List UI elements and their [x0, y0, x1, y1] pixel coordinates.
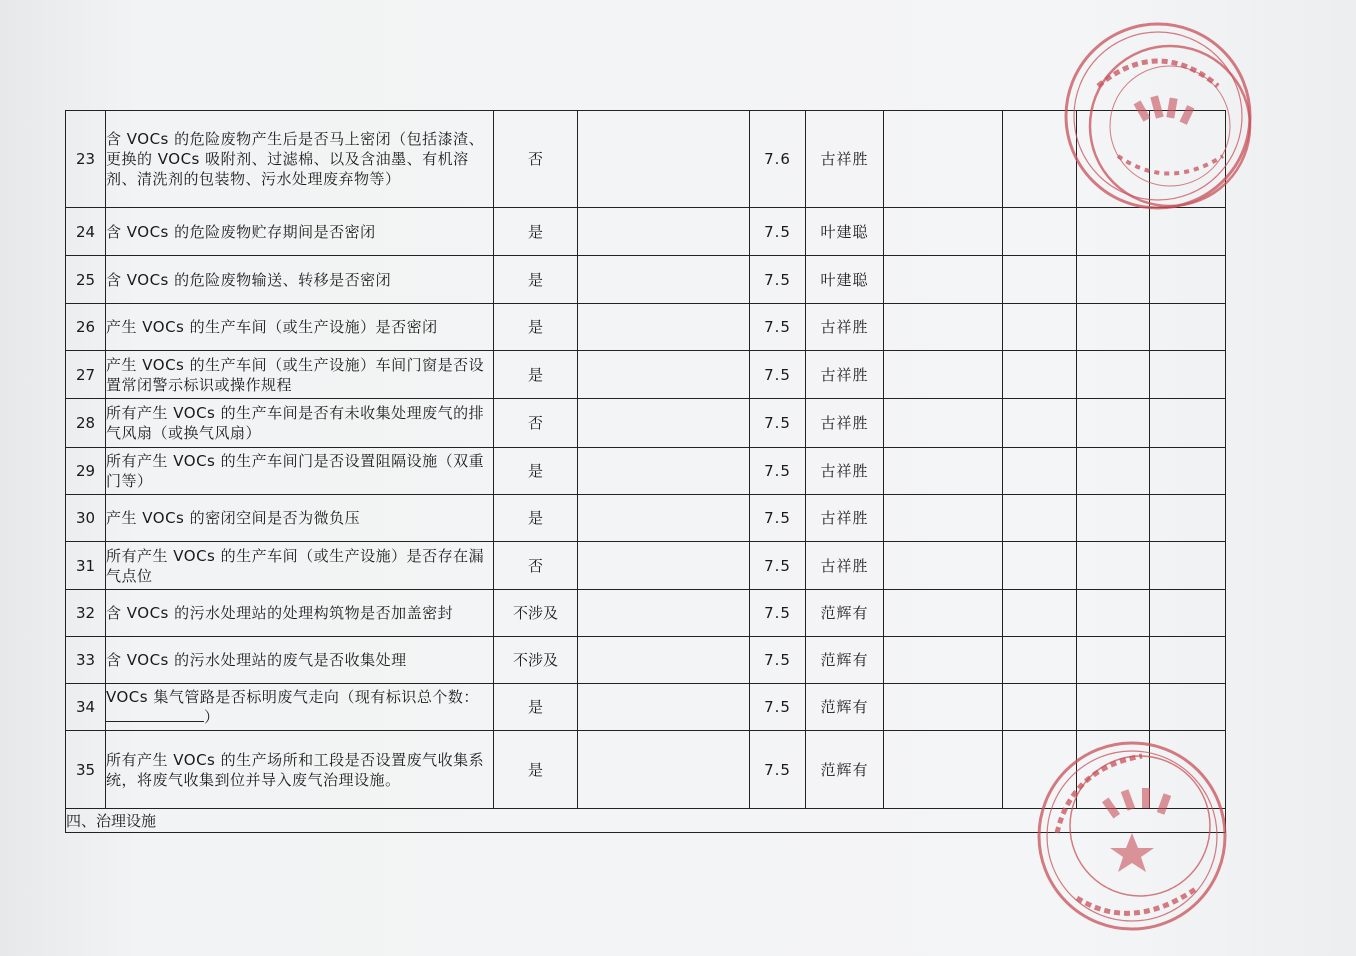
responsible-person: 古祥胜: [806, 304, 884, 351]
check-item-text: VOCs 集气管路是否标明废气走向（现有标识总个数：: [106, 688, 479, 706]
blank-cell: [884, 304, 1003, 351]
check-item: 产生 VOCs 的密闭空间是否为微负压: [106, 495, 494, 542]
blank-cell: [578, 542, 750, 590]
check-item: 含 VOCs 的危险废物贮存期间是否密闭: [106, 208, 494, 256]
check-item: 产生 VOCs 的生产车间（或生产设施）车间门窗是否设置常闭警示标识或操作规程: [106, 351, 494, 399]
blank-cell: [578, 448, 750, 495]
clause-number: 7.5: [750, 590, 806, 637]
check-result: 否: [494, 399, 578, 448]
check-result: 是: [494, 684, 578, 731]
company-seal-top: [1058, 16, 1258, 216]
check-result: 否: [494, 111, 578, 208]
blank-cell: [884, 731, 1003, 809]
clause-number: 7.5: [750, 684, 806, 731]
blank-cell: [884, 208, 1003, 256]
row-number: 35: [66, 731, 106, 809]
blank-cell: [578, 637, 750, 684]
blank-cell: [1077, 448, 1150, 495]
responsible-person: 范辉有: [806, 731, 884, 809]
check-result: 是: [494, 304, 578, 351]
blank-cell: [578, 495, 750, 542]
check-item: [106, 684, 494, 731]
blank-cell: [1150, 495, 1226, 542]
clause-number: 7.5: [750, 399, 806, 448]
company-seal-bottom: [1032, 738, 1232, 934]
table-row: [66, 351, 1226, 399]
blank-cell: [1150, 256, 1226, 304]
blank-cell: [1150, 399, 1226, 448]
table-row: [66, 637, 1226, 684]
check-item: 含 VOCs 的污水处理站的处理构筑物是否加盖密封: [106, 590, 494, 637]
check-result: 是: [494, 448, 578, 495]
clause-number: 7.5: [750, 495, 806, 542]
check-result: 是: [494, 208, 578, 256]
blank-cell: [884, 495, 1003, 542]
blank-cell: [1077, 495, 1150, 542]
clause-number: 7.5: [750, 351, 806, 399]
table-row: [66, 542, 1226, 590]
responsible-person: 古祥胜: [806, 495, 884, 542]
blank-cell: [884, 399, 1003, 448]
responsible-person: 古祥胜: [806, 351, 884, 399]
blank-cell: [578, 304, 750, 351]
row-number: 23: [66, 111, 106, 208]
inspection-table: [65, 110, 1226, 833]
row-number: 34: [66, 684, 106, 731]
table-row: [66, 208, 1226, 256]
blank-cell: [1150, 684, 1226, 731]
blank-cell: [1077, 304, 1150, 351]
blank-cell: [578, 111, 750, 208]
responsible-person: 古祥胜: [806, 448, 884, 495]
row-number: 25: [66, 256, 106, 304]
table-row: [66, 304, 1226, 351]
clause-number: 7.5: [750, 542, 806, 590]
check-item-text-end: ）: [204, 708, 220, 726]
responsible-person: 古祥胜: [806, 542, 884, 590]
blank-cell: [1003, 637, 1077, 684]
blank-cell: [1077, 256, 1150, 304]
blank-cell: [884, 111, 1003, 208]
check-result: 不涉及: [494, 590, 578, 637]
row-number: 30: [66, 495, 106, 542]
clause-number: 7.5: [750, 448, 806, 495]
table-row: [66, 399, 1226, 448]
blank-cell: [578, 351, 750, 399]
table-row: [66, 590, 1226, 637]
check-result: 是: [494, 351, 578, 399]
section-heading: 四、治理设施: [66, 809, 1226, 833]
blank-cell: [1003, 448, 1077, 495]
row-number: 28: [66, 399, 106, 448]
responsible-person: 古祥胜: [806, 399, 884, 448]
row-number: 32: [66, 590, 106, 637]
check-item: 所有产生 VOCs 的生产车间（或生产设施）是否存在漏气点位: [106, 542, 494, 590]
table-row: [66, 495, 1226, 542]
clause-number: 7.5: [750, 304, 806, 351]
clause-number: 7.5: [750, 731, 806, 809]
blank-cell: [1150, 542, 1226, 590]
blank-cell: [1003, 304, 1077, 351]
fill-in-blank[interactable]: [106, 707, 204, 722]
responsible-person: 范辉有: [806, 590, 884, 637]
row-number: 33: [66, 637, 106, 684]
blank-cell: [578, 684, 750, 731]
blank-cell: [1077, 590, 1150, 637]
blank-cell: [1077, 684, 1150, 731]
responsible-person: 叶建聪: [806, 208, 884, 256]
blank-cell: [884, 256, 1003, 304]
check-result: 不涉及: [494, 637, 578, 684]
blank-cell: [1003, 351, 1077, 399]
blank-cell: [1150, 448, 1226, 495]
responsible-person: 范辉有: [806, 637, 884, 684]
blank-cell: [1003, 590, 1077, 637]
blank-cell: [1003, 542, 1077, 590]
clause-number: 7.5: [750, 256, 806, 304]
blank-cell: [1003, 495, 1077, 542]
blank-cell: [578, 731, 750, 809]
clause-number: 7.6: [750, 111, 806, 208]
table-row: [66, 684, 1226, 731]
blank-cell: [1077, 542, 1150, 590]
check-result: 是: [494, 731, 578, 809]
blank-cell: [1003, 399, 1077, 448]
responsible-person: 古祥胜: [806, 111, 884, 208]
clause-number: 7.5: [750, 637, 806, 684]
blank-cell: [884, 590, 1003, 637]
blank-cell: [1003, 256, 1077, 304]
check-item: 产生 VOCs 的生产车间（或生产设施）是否密闭: [106, 304, 494, 351]
table-row: [66, 256, 1226, 304]
blank-cell: [1150, 590, 1226, 637]
blank-cell: [578, 256, 750, 304]
check-item: 含 VOCs 的危险废物产生后是否马上密闭（包括漆渣、更换的 VOCs 吸附剂、过滤棉、以及含油墨、有机溶剂、清洗剂的包装物、污水处理废弃物等）: [106, 111, 494, 208]
check-item: 含 VOCs 的危险废物输送、转移是否密闭: [106, 256, 494, 304]
blank-cell: [884, 684, 1003, 731]
blank-cell: [884, 351, 1003, 399]
check-item: 含 VOCs 的污水处理站的废气是否收集处理: [106, 637, 494, 684]
blank-cell: [884, 542, 1003, 590]
blank-cell: [884, 637, 1003, 684]
responsible-person: 叶建聪: [806, 256, 884, 304]
row-number: 29: [66, 448, 106, 495]
check-result: 是: [494, 495, 578, 542]
check-result: 是: [494, 256, 578, 304]
check-result: 否: [494, 542, 578, 590]
blank-cell: [1003, 684, 1077, 731]
check-item: 所有产生 VOCs 的生产场所和工段是否设置废气收集系统，将废气收集到位并导入废气治理设施。: [106, 731, 494, 809]
clause-number: 7.5: [750, 208, 806, 256]
responsible-person: 范辉有: [806, 684, 884, 731]
blank-cell: [884, 448, 1003, 495]
blank-cell: [578, 208, 750, 256]
blank-cell: [578, 590, 750, 637]
table-row: [66, 448, 1226, 495]
table-row: [66, 111, 1226, 208]
row-number: 24: [66, 208, 106, 256]
blank-cell: [1150, 637, 1226, 684]
row-number: 31: [66, 542, 106, 590]
check-item: 所有产生 VOCs 的生产车间是否有未收集处理废气的排气风扇（或换气风扇）: [106, 399, 494, 448]
row-number: 26: [66, 304, 106, 351]
row-number: 27: [66, 351, 106, 399]
blank-cell: [1077, 637, 1150, 684]
blank-cell: [578, 399, 750, 448]
blank-cell: [1150, 351, 1226, 399]
blank-cell: [1077, 399, 1150, 448]
check-item: 所有产生 VOCs 的生产车间门是否设置阻隔设施（双重门等）: [106, 448, 494, 495]
blank-cell: [1150, 304, 1226, 351]
blank-cell: [1077, 351, 1150, 399]
